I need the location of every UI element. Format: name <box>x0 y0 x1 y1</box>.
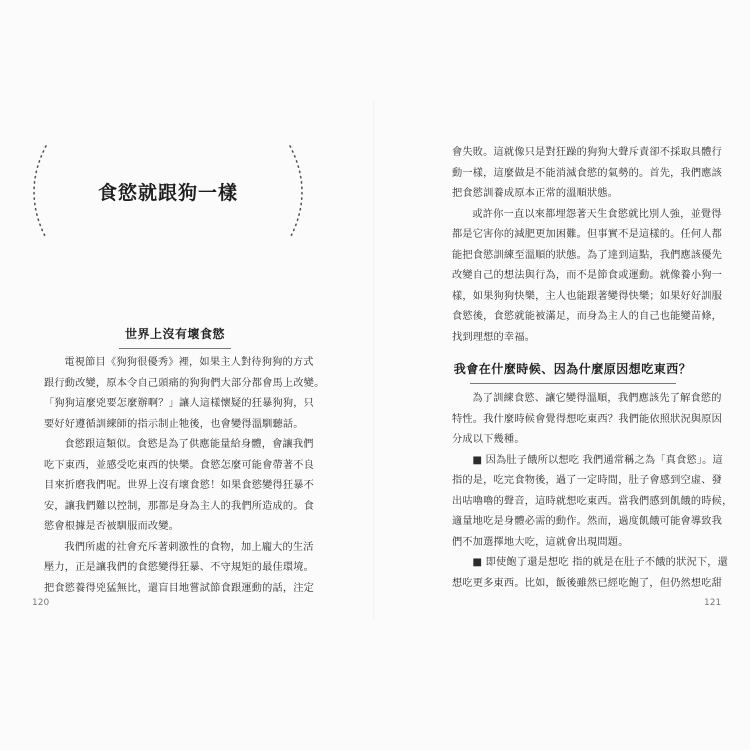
page-number-left: 120 <box>32 598 50 608</box>
text-line: ■ 即使飽了還是想吃 指的就是在肚子不餓的狀況下，還 <box>472 557 729 568</box>
right-body-main <box>452 389 733 594</box>
text-line: 分成以下幾種。 <box>452 434 525 445</box>
text-line: 要好好遵循訓練師的指示制止牠後，也會變得溫馴聽話。 <box>44 418 304 430</box>
text-line: 們不加選擇地大吃，這就會出現問題。 <box>452 536 629 548</box>
text-line: 目來折磨我們呢。世界上沒有壞食慾！如果食慾變得狂暴不 <box>44 480 315 491</box>
text-line: 會失敗。這就像只是對狂躁的狗狗大聲斥責卻不採取具體行 <box>452 147 723 158</box>
text-line: 食慾後，食慾就能被滿足，而身為主人的自己也能變苗條， <box>452 311 723 322</box>
text-line: 適量地吃是身體必需的動作。然而，過度飢餓可能會導致我 <box>452 516 723 527</box>
page-number-right: 121 <box>704 598 722 608</box>
text-line: 吃下東西，並感受吃東西的快樂。食慾怎麼可能會帶著不良 <box>44 459 315 471</box>
text-line: 為了訓練食慾、讓它變得溫順，我們應該先了解食慾的 <box>472 393 722 404</box>
paragraph <box>452 143 722 205</box>
text-line: 「狗狗這麼兇要怎麼辦啊？」讓人這樣懷疑的狂暴狗狗，只 <box>44 398 315 409</box>
section-heading-left <box>50 325 300 349</box>
text-line: ■ 因為肚子餓所以想吃 我們通常稱之為「真食慾」。這 <box>472 454 723 466</box>
text-line: 動一樣，這麼做是不能消滅食慾的氣勢的。首先，我們應該 <box>452 167 723 179</box>
text-line: 電視節目《狗狗很優秀》裡，如果主人對待狗狗的方式 <box>64 357 314 368</box>
heading-underline <box>119 348 231 349</box>
paragraph <box>452 553 729 594</box>
chapter-title: 食慾就跟狗一樣 <box>97 182 238 204</box>
text-line: 食慾跟這類似。食慾是為了供應能量給身體，會讓我們 <box>64 439 314 450</box>
text-line: 慾會根據是否被馴服而改變。 <box>44 521 180 532</box>
text-line: 安，讓我們難以控制，那都是身為主人的我們所造成的。食 <box>44 500 315 512</box>
text-line: 都是它害你的減肥更加困難。但事實不是這樣的。任何人都 <box>452 229 723 240</box>
left-body-text <box>44 353 334 599</box>
chapter-title-block <box>20 140 316 244</box>
paragraph <box>44 538 334 600</box>
section-heading-text: 我會在什麼時候、因為什麼原因想吃東西？ <box>453 362 692 376</box>
text-line: 我們所處的社會充斥著刺激性的食物，加上龐大的生活 <box>64 541 314 553</box>
paragraph <box>452 451 733 554</box>
heading-underline <box>470 383 676 384</box>
paragraph <box>44 353 334 435</box>
paragraph <box>452 205 722 349</box>
text-line: 改變自己的想法與行為，而不是節食或運動。就像養小狗一 <box>452 270 723 281</box>
text-line: 把食慾訓養成原本正常的溫順狀態。 <box>452 188 619 199</box>
paragraph <box>44 435 334 538</box>
text-line: 指的是，吃完食物後，過了一定時間，肚子會感到空虛、發 <box>452 475 723 486</box>
text-line: 出咕嚕嚕的聲音，這時就想吃東西。當我們感到飢餓的時候， <box>452 495 733 507</box>
section-heading-text: 世界上沒有壞食慾 <box>124 327 225 341</box>
text-line: 特性。我什麼時候會覺得想吃東西？我們能依照狀況與原因 <box>452 413 723 425</box>
text-line: 跟行動改變，原本令自己頭痛的狗狗們大部分都會馬上改變。 <box>44 377 325 389</box>
right-body-top <box>452 143 722 348</box>
section-heading-right <box>435 360 710 384</box>
paragraph <box>452 389 722 451</box>
text-line: 想吃更多東西。比如，飯後雖然已經吃飽了，但仍然想吃甜 <box>452 577 723 589</box>
text-line: 找到理想的幸福。 <box>452 331 536 343</box>
text-line: 或許你一直以來都埋怨著天生食慾就比別人強，並覺得 <box>472 208 722 220</box>
text-line: 壓力，正是讓我們的食慾變得狂暴、不守規矩的最佳環境。 <box>44 562 315 573</box>
text-line: 把食慾養得兇猛無比，還盲目地嘗試節食跟運動的話，注定 <box>44 582 315 594</box>
text-line: 樣，如果狗狗快樂，主人也能跟著變得快樂；如果好好訓服 <box>452 290 723 302</box>
text-line: 能把食慾訓練至溫順的狀態。為了達到這點，我們應該優先 <box>452 249 723 261</box>
